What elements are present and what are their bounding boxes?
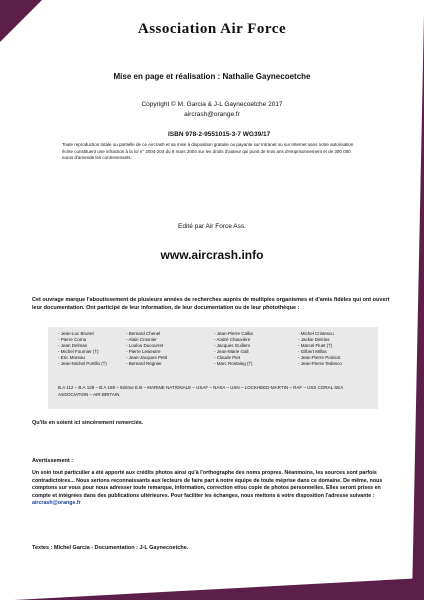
- contributor-name: - Jean-Luc Brunet: [58, 331, 94, 336]
- contributor-name: - Jean-Pierre Tedesco: [298, 361, 342, 366]
- contributor-name: - Pierre Lesieutre: [126, 349, 161, 354]
- contributor-name: - Marc Rostaing (†): [214, 361, 253, 366]
- layout-credit: Mise en page et réalisation : Nathalie Gaynecoetche: [113, 72, 311, 81]
- organisations-list: B.A 112 – B.A 128 – B.A 188 – 92ème E.B – MARINE NATIONALE – USAF – NASA – USN – LOCKHEED-MARTIN – RAF – USS CORAL SEA ASSOCIATION – AIR BRITAIN.: [58, 385, 343, 397]
- copyright-email: aircrash@orange.fr: [184, 111, 240, 118]
- contributor-name: - Bernard Régnier: [126, 361, 162, 366]
- copyright-block: [0, 100, 424, 120]
- page-title: Association Air Force: [137, 21, 287, 37]
- corner-decoration-bottom: [14, 578, 424, 600]
- isbn-line: ISBN 978-2-9551015-3-7 WG39/17: [168, 131, 271, 138]
- contributor-name: - Michel Cristescu: [298, 331, 334, 336]
- website-url: www.aircrash.info: [160, 248, 264, 262]
- contributor-name: - Jacques Guillem: [214, 343, 251, 348]
- copyright-line: Copyright © M. Garcia & J-L Gaynecoetche 2017: [141, 101, 283, 108]
- contributor-name: - Bernard Chenel: [126, 331, 161, 336]
- warning-body: [32, 470, 394, 508]
- acknowledgements-intro: Cet ouvrage marque l'aboutissement de plusieurs années de recherches auprès de multiples organismes et d'amis fidèles qui ont ouvert leur documentation. Ont participé de leur information, de leur documentation ou de leur photothèque :: [32, 297, 390, 311]
- contributors-column: [58, 331, 107, 367]
- contributors-column: [298, 331, 342, 367]
- contributor-name: - Eric Moreau: [58, 355, 86, 360]
- contributor-name: - Claude Piet: [214, 355, 241, 360]
- warning-text: Un soin tout particulier a été apporté aux crédits photos ainsi qu'à l'orthographe des noms propres. Néanmoins, les sources sont parfois contradictoires... Nous serions reconnaissants aux lecteurs de faire part à notre équipe de toute méprise dans ce domaine. De même, nous comptons sur vous pour nous adresser toute remarque, information, correction et/ou copie de photos personnelles. Elles seront prises en compte et intégrées dans des publications ultérieures. Pour faciliter les échanges, nous mettons à votre disposition l'adresse suivante :: [32, 470, 383, 499]
- contributor-name: - Jean-Michel Portillo (†): [58, 361, 107, 366]
- contributors-column: [126, 331, 167, 367]
- authors-credit: Textes : Michel Garcia - Documentation : J-L Gaynecoetche.: [32, 545, 189, 551]
- contributor-name: - Jean-Jacques Petit: [126, 355, 168, 360]
- contributor-name: - Loulou Ducourret: [126, 343, 164, 348]
- contributor-name: - Jean-Pierre Calka: [214, 331, 253, 336]
- publisher-line: Edité par Air Force Ass.: [178, 223, 246, 230]
- contributors-box: [48, 327, 378, 409]
- contributor-name: - Alain Crosnier: [126, 337, 157, 342]
- contributor-name: - Jean-Marie Gall: [214, 349, 249, 354]
- contributor-name: - Jean Delmas: [58, 343, 88, 348]
- warning-title: Avertissement :: [32, 458, 74, 464]
- contributor-name: - Jackie Delclos: [298, 337, 330, 342]
- contributor-name: - Gilbert Millas: [298, 349, 327, 354]
- contributor-name: - Pierre Cornu: [58, 337, 87, 342]
- contributor-name: - Marcel Fluet (†): [298, 343, 333, 348]
- contributor-name: - Jean-Pierre Poinsot: [298, 355, 341, 360]
- contributors-column: [214, 331, 253, 367]
- contributor-name: - André Chauvière: [214, 337, 251, 342]
- thanks-line: Qu'ils en soient ici sincèrement remerciés.: [32, 420, 144, 426]
- contact-email-link[interactable]: aircrash@orange.fr: [32, 500, 81, 507]
- contributor-name: - Michel Fournier (†): [58, 349, 99, 354]
- legal-notice: Toute reproduction totale ou partielle de ce Aircrash et sa mise à disposition gratuite ou payante sur Intranet ou sur Internet sans notre autorisation écrite constituent une infraction à la loi n° 2004-204 du 9 mars 2004 sur les droits d'auteur qui punit de trois ans d'emprisonnement et de 300 000 euros d'amende les contrevenants.: [62, 142, 354, 160]
